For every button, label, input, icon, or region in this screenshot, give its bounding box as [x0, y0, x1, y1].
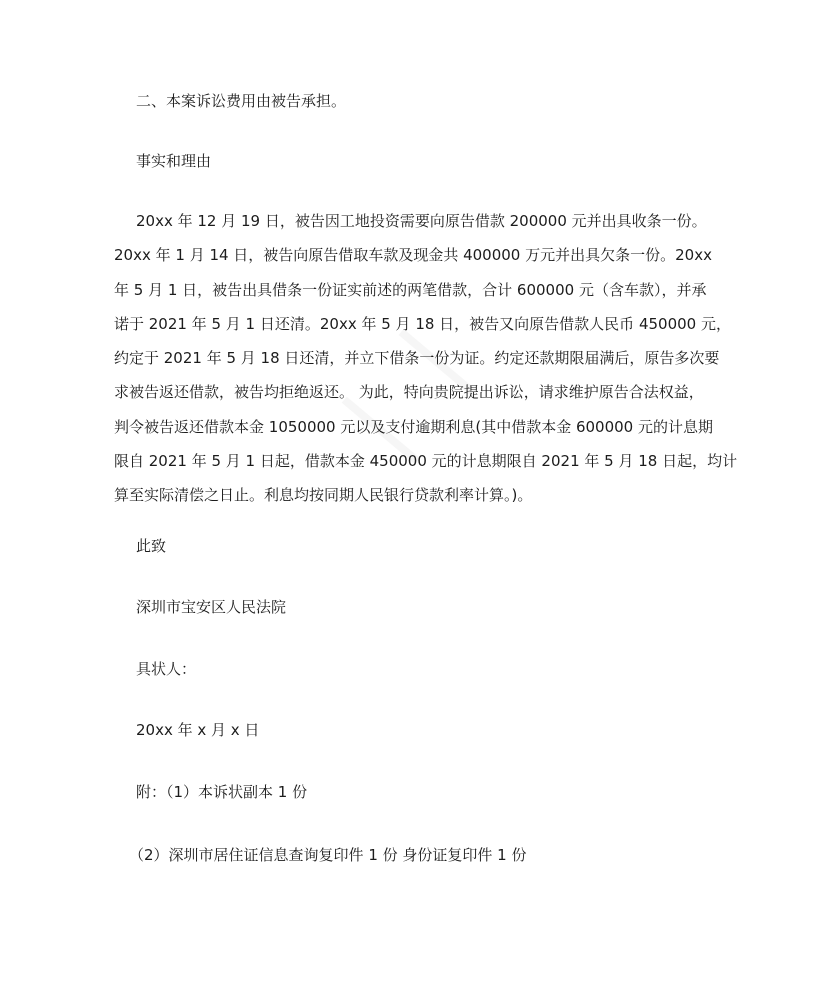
section-two-text: 二、本案诉讼费用由被告承担。 — [136, 92, 347, 110]
facts-line: 判令被告返还借款本金 1050000 元以及支付逾期利息(其中借款本金 600000 元的计息期 — [114, 417, 713, 436]
facts-line: 约定于 2021 年 5 月 18 日还清，并立下借条一份为证。约定还款期限届满后，原告多次要 — [114, 349, 720, 368]
salutation-text: 此致 — [136, 537, 167, 555]
facts-heading: 事实和理由 — [136, 152, 212, 170]
facts-line: 求被告返还借款，被告均拒绝返还。 为此，特向贵院提出诉讼，请求维护原告合法权益， — [114, 383, 704, 402]
facts-line: 20xx 年 1 月 14 日，被告向原告借取车款及现金共 400000 万元并出具欠条一份。20xx — [114, 246, 712, 265]
facts-line: 算至实际清偿之日止。利息均按同期人民银行贷款利率计算。)。 — [114, 486, 533, 505]
attachment-item: （2）深圳市居住证信息查询复印件 1 份 身份证复印件 1 份 — [129, 846, 527, 864]
plaintiff-label: 具状人： — [136, 660, 197, 678]
facts-paragraph — [114, 211, 738, 520]
attachment-item: 附：（1）本诉状副本 1 份 — [136, 783, 308, 801]
facts-line: 年 5 月 1 日，被告出具借条一份证实前述的两笔借款，合计 600000 元（含车款），并承 — [114, 280, 707, 299]
date-text: 20xx 年 x 月 x 日 — [136, 721, 260, 739]
court-name: 深圳市宝安区人民法院 — [136, 598, 287, 616]
facts-line: 诺于 2021 年 5 月 1 日还清。20xx 年 5 月 18 日，被告又向原告借款人民币 450000 元， — [114, 314, 731, 333]
facts-line: 20xx 年 12 月 19 日，被告因工地投资需要向原告借款 200000 元并出具收条一份。 — [136, 212, 707, 230]
facts-line: 限自 2021 年 5 月 1 日起，借款本金 450000 元的计息期限自 2021 年 5 月 18 日起，均计 — [114, 452, 738, 471]
